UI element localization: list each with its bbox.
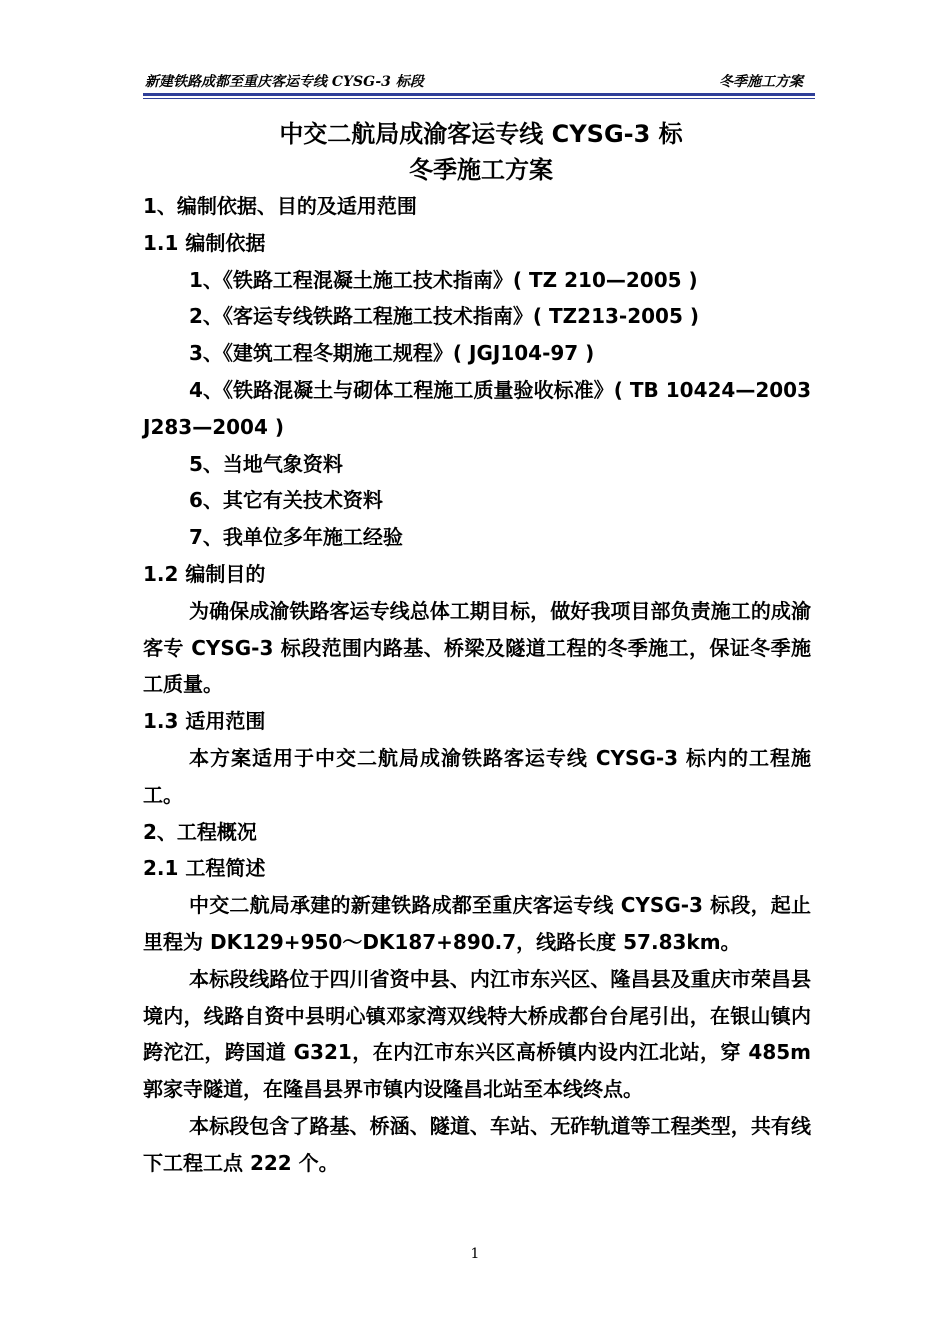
scope-paragraph: 本方案适用于中交二航局成渝铁路客运专线 CYSG-3 标内的工程施工。 [143, 745, 811, 807]
overview-paragraph: 本标段包含了路基、桥涵、隧道、车站、无砟轨道等工程类型，共有线下工程工点 222 个。 [143, 1113, 811, 1175]
header-rule-thick [143, 93, 815, 96]
reference-item: 6、其它有关技术资料 [189, 488, 383, 513]
subsection-heading-2-1: 2.1 工程简述 [143, 856, 266, 881]
header-project-name: 新建铁路成都至重庆客运专线 CYSG-3 标段 [145, 74, 424, 90]
subsection-heading-1-2: 1.2 编制目的 [143, 561, 266, 586]
document-title-line1: 中交二航局成渝客运专线 CYSG-3 标 [279, 120, 683, 148]
page-header [143, 66, 815, 96]
reference-item: 7、我单位多年施工经验 [189, 525, 403, 550]
document-body [143, 116, 811, 1182]
subsection-heading-1-1: 1.1 编制依据 [143, 230, 266, 255]
overview-paragraph: 本标段线路位于四川省资中县、内江市东兴区、隆昌县及重庆市荣昌县境内，线路自资中县明心镇邓家湾双线特大桥成都台台尾引出，在银山镇内跨沱江，跨国道 G321，在内江市东兴区高桥镇内设内江北站，穿 485m 郭家寺隧道，在隆昌县界市镇内设隆昌北站至本线终点。 [143, 966, 811, 1102]
reference-item: 2、《客运专线铁路工程施工技术指南》( TZ213-2005 ) [189, 304, 699, 329]
header-rule-thin [143, 98, 815, 99]
reference-item: 3、《建筑工程冬期施工规程》( JGJ104-97 ) [189, 341, 595, 366]
page-number: 1 [470, 1246, 480, 1262]
document-title-line2: 冬季施工方案 [409, 156, 553, 184]
header-document-type: 冬季施工方案 [719, 74, 803, 90]
purpose-paragraph: 为确保成渝铁路客运专线总体工期目标，做好我项目部负责施工的成渝客专 CYSG-3 标段范围内路基、桥梁及隧道工程的冬季施工，保证冬季施工质量。 [143, 598, 811, 697]
section-heading-1: 1、编制依据、目的及适用范围 [143, 194, 417, 218]
reference-item: 5、当地气象资料 [189, 451, 343, 476]
section-heading-2: 2、工程概况 [143, 819, 257, 844]
reference-item: 1、《铁路工程混凝土施工技术指南》( TZ 210—2005 ) [189, 267, 698, 292]
reference-item: 4、《铁路混凝土与砌体工程施工质量验收标准》( TB 10424—2003 J283—2004 ) [143, 377, 811, 439]
overview-paragraph: 中交二航局承建的新建铁路成都至重庆客运专线 CYSG-3 标段，起止里程为 DK129+950～DK187+890.7，线路长度 57.83km。 [143, 893, 811, 954]
subsection-heading-1-3: 1.3 适用范围 [143, 709, 266, 734]
